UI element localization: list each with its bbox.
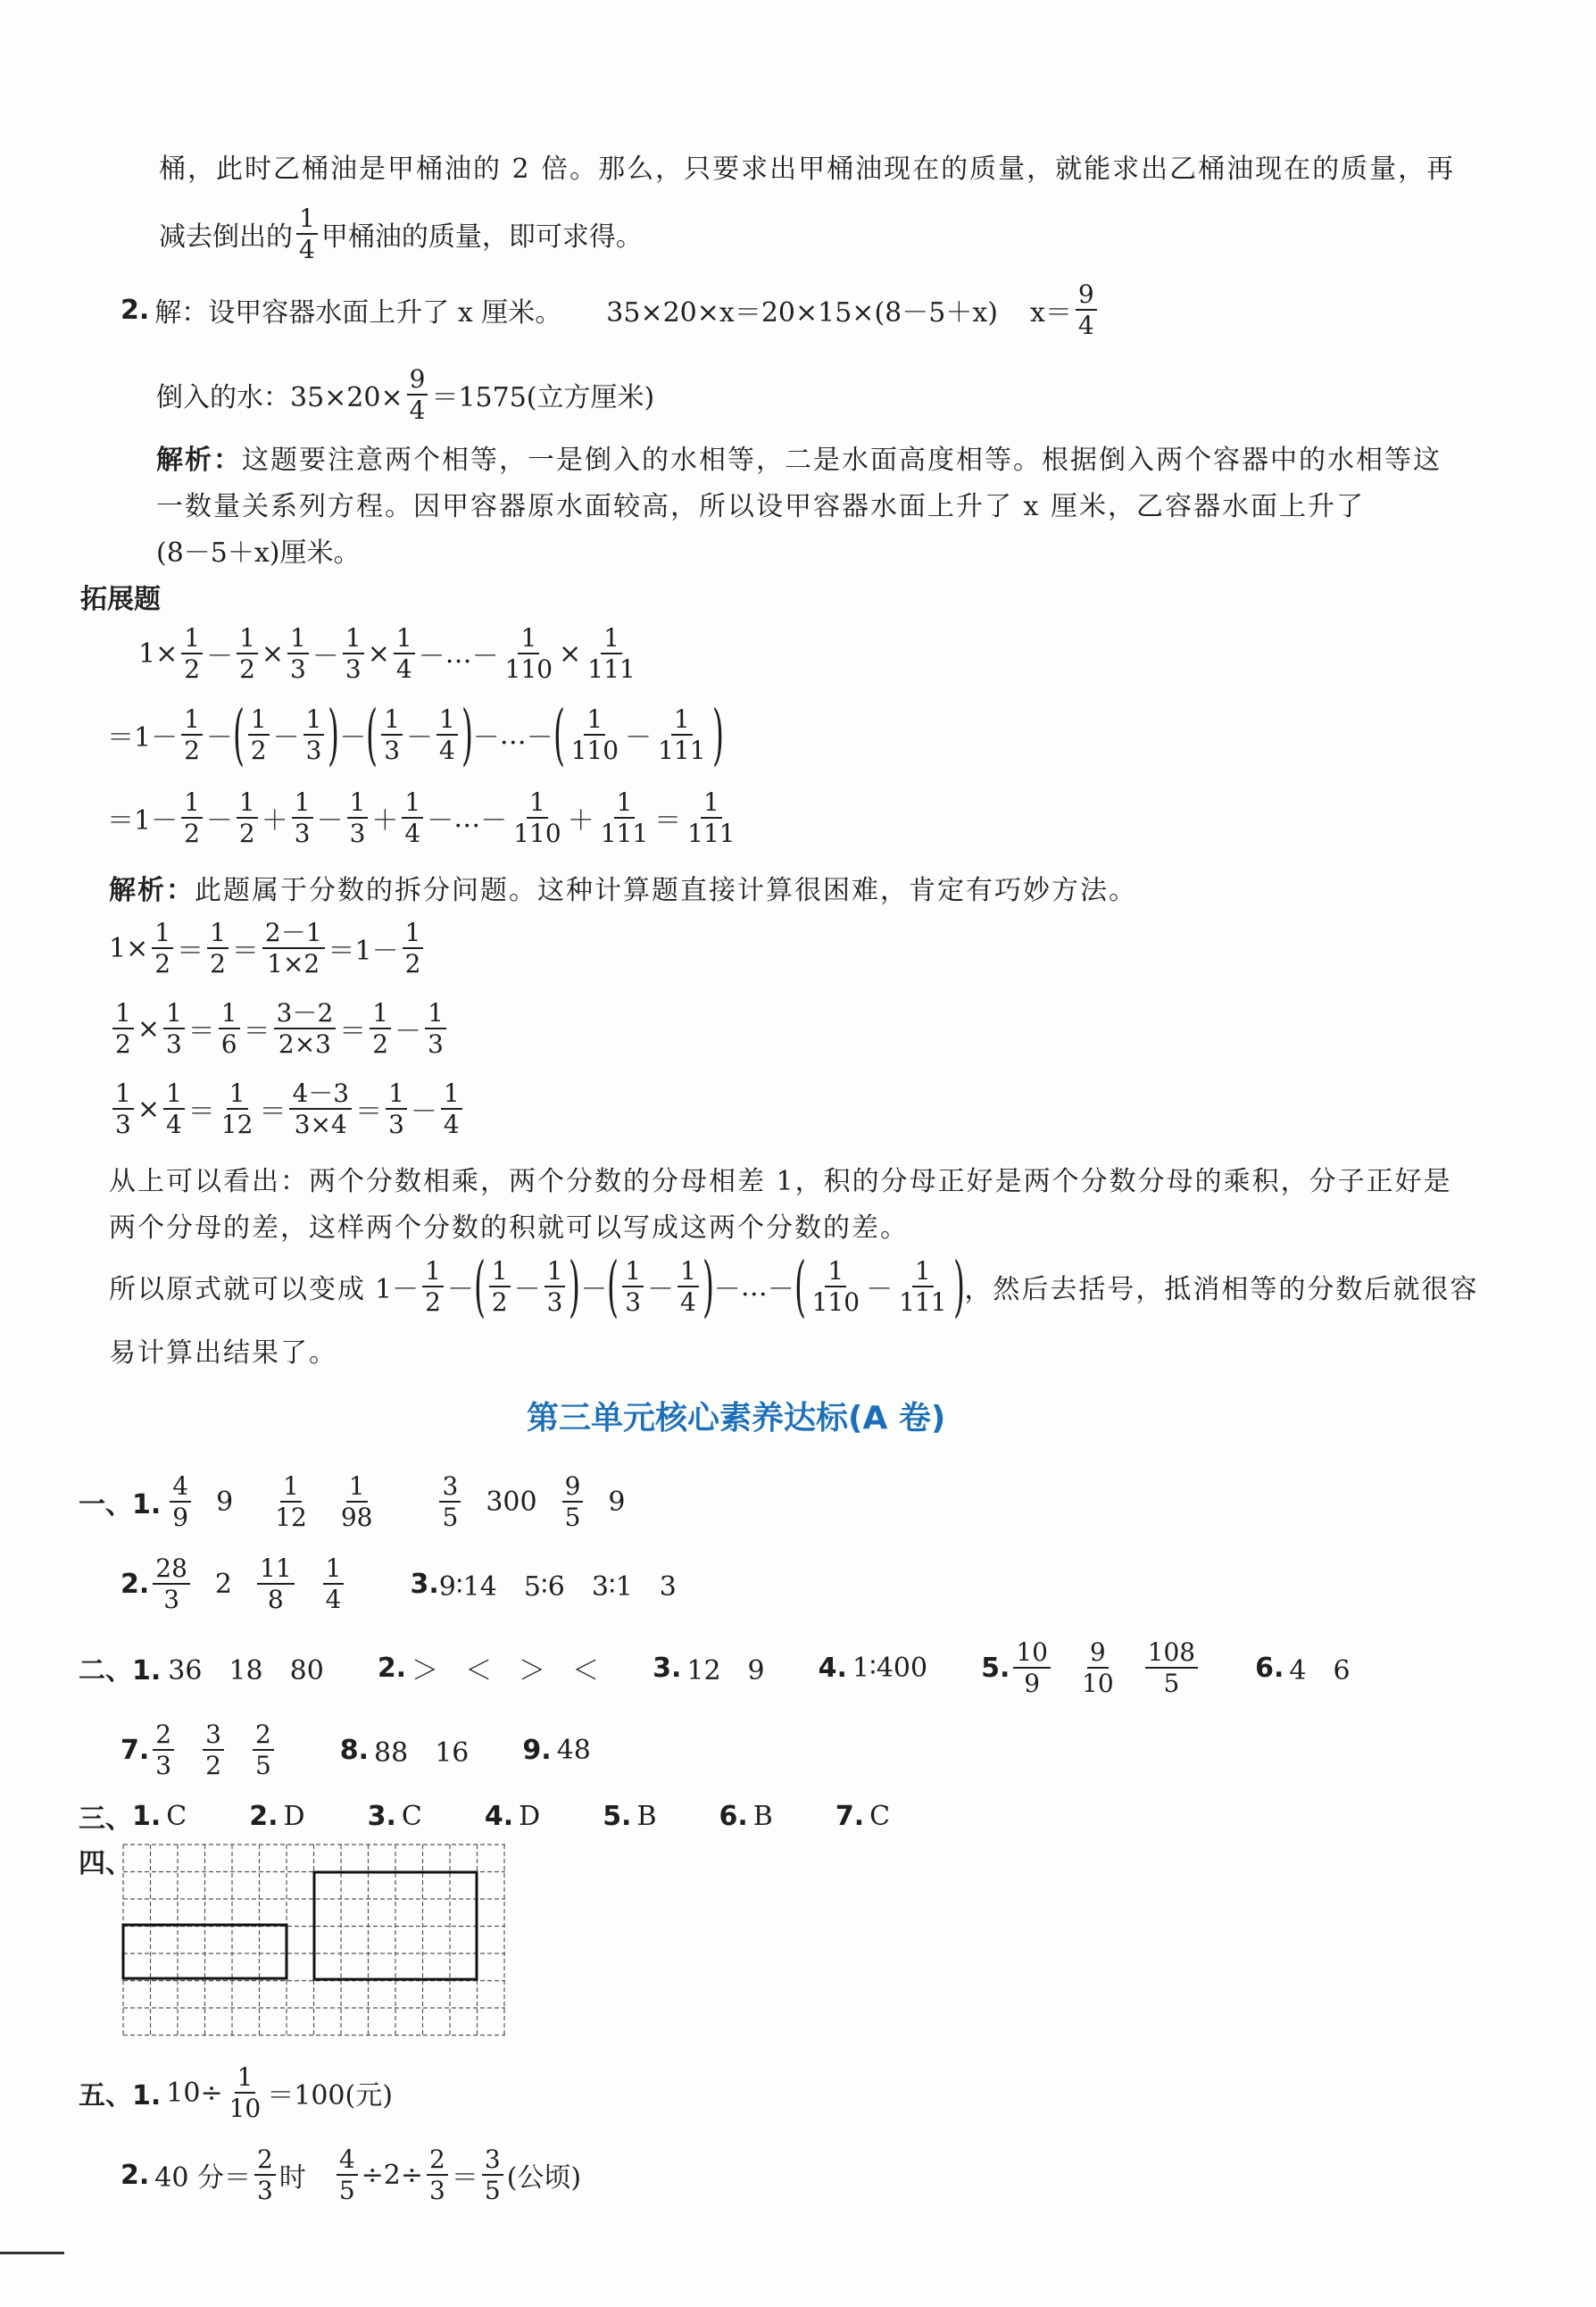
fraction: $\frac{1}{3}$: [287, 625, 309, 683]
fraction: $\frac{1}{98}$: [340, 1471, 373, 1533]
text: 10÷: [166, 2077, 223, 2109]
q2-analysis-line2: 一数量关系列方程。因甲容器原水面较高，所以设甲容器水面上升了 x 厘米，乙容器水面上升了: [156, 491, 1365, 522]
answer-1-2: 2. $\frac{28}{3}$ 2 $\frac{11}{8}$ $\frac{1}{4}$ 3. 9∶14 5∶6 3∶1 3: [121, 1553, 677, 1615]
extension-heading: 拓展题: [80, 584, 161, 615]
fraction: $\frac{1}{4}$: [323, 1555, 345, 1613]
question-number: 二、1.: [79, 1655, 162, 1687]
q2-analysis-line3: (8－5＋x)厘米。: [156, 537, 361, 569]
answer-text: ＞ ＜ ＞ ＜: [411, 1655, 600, 1687]
fraction: $\frac{3}{2}$: [203, 1721, 224, 1779]
fraction: $\frac{1}{3}$: [112, 1080, 134, 1138]
answer-text: 4 6: [1289, 1655, 1351, 1687]
answer-5-1: [79, 2064, 393, 2122]
fraction: $\frac{9}{10}$: [1082, 1637, 1114, 1699]
question-number: 5.: [603, 1800, 632, 1832]
fraction: $\frac{1}{3}$: [544, 1258, 566, 1316]
fraction: $\frac{108}{5}$: [1145, 1639, 1198, 1697]
answer-choice: C: [401, 1800, 422, 1832]
fraction: $\frac{1}{111}$: [899, 1255, 947, 1317]
text: 时: [278, 2162, 306, 2195]
analysis-label: 解析：: [109, 875, 195, 906]
q2-pour-line: [156, 366, 654, 424]
fraction: $\frac{1}{10}$: [229, 2062, 262, 2124]
fraction: $\frac{1}{2}$: [152, 920, 173, 978]
answer-5-2: [121, 2146, 581, 2204]
fraction: $\frac{1}{2}$: [248, 706, 270, 764]
example-line3: $\frac{1}{3}$ × $\frac{1}{4}$ ＝ $\frac{1}{12}$ ＝ $\frac{4-3}{3\times 4}$ ＝ $\frac{1}{3}$ － $\frac{1}{4}$: [109, 1080, 466, 1138]
answer-text: 9∶14 5∶6 3∶1 3: [438, 1571, 677, 1603]
question-number: 3.: [653, 1652, 682, 1684]
fraction: $\frac{2}{3}$: [427, 2146, 448, 2204]
fraction: $\frac{1}{2}$: [237, 789, 258, 847]
question-number: 7.: [121, 1734, 150, 1766]
question-number: 5.: [981, 1652, 1010, 1684]
text: 这题要注意两个相等，一是倒入的水相等，二是水面高度相等。根据倒入两个容器中的水相等这: [242, 445, 1442, 476]
fraction: $\frac{9}{5}$: [562, 1473, 584, 1531]
fraction: $\frac{1}{2}$: [422, 1258, 444, 1316]
text: 此题属于分数的拆分问题。这种计算题直接计算很困难，肯定有巧妙方法。: [195, 875, 1137, 906]
fraction: $\frac{1}{6}$: [219, 1000, 240, 1058]
fraction: $\frac{1}{3}$: [622, 1258, 644, 1316]
fraction: $\frac{1}{2}$: [181, 625, 203, 683]
text: 解：设甲容器水面上升了 x 厘米。: [154, 297, 562, 329]
transform-line2: 易计算出结果了。: [109, 1337, 337, 1369]
question-number: 2.: [377, 1652, 407, 1684]
example-line1: 1× $\frac{1}{2}$ ＝ $\frac{1}{2}$ ＝ $\frac{2-1}{1\times 2}$ ＝1 － $\frac{1}{2}$: [109, 920, 427, 978]
footer-rule: [0, 2252, 64, 2254]
question-number: 8.: [339, 1734, 370, 1766]
answer-text: 48: [556, 1734, 591, 1766]
fraction: $\frac{1}{4}$: [441, 1080, 462, 1138]
question-number: 6.: [719, 1800, 748, 1832]
fraction: $\frac{1}{4}$: [677, 1258, 699, 1316]
fraction: $\frac{1}{4}$: [163, 1080, 185, 1138]
fraction: $\frac{3}{5}$: [482, 2146, 503, 2204]
fraction: $\frac{1}{2}$: [112, 1000, 134, 1058]
text: 所以原式就可以变成: [109, 1274, 366, 1305]
fraction: $\frac{1}{12}$: [275, 1471, 307, 1533]
fraction: $\frac{1}{3}$: [347, 789, 369, 847]
question-number: 三、: [79, 1803, 132, 1835]
question-number: 五、1.: [79, 2080, 162, 2112]
fraction: $\frac{11}{8}$: [257, 1555, 295, 1613]
fraction: $\frac{1}{2}$: [403, 920, 424, 978]
q2-analysis-line1: [156, 437, 1442, 477]
fraction: $\frac{1}{2}$: [181, 706, 203, 764]
text: x＝: [1029, 297, 1072, 329]
question-number: 4.: [818, 1652, 847, 1684]
fraction: $\frac{4-3}{3\times 4}$: [289, 1080, 352, 1138]
fraction: $\frac{10}{9}$: [1013, 1639, 1051, 1697]
fraction: $\frac{3-2}{2\times 3}$: [274, 1000, 337, 1058]
text: 甲桶油的质量，即可求得。: [320, 221, 643, 254]
answer-choice: C: [166, 1800, 187, 1832]
text: 1×: [138, 637, 179, 670]
question-number: 6.: [1255, 1652, 1284, 1684]
fraction: $\frac{1}{111}$: [587, 623, 636, 685]
fraction: $\frac{1}{3}$: [343, 625, 364, 683]
question-number: 3.: [367, 1800, 396, 1832]
answer-4-label: 四、: [79, 1848, 132, 1879]
answer-3: [79, 1796, 890, 1836]
analysis-label: 解析：: [156, 445, 242, 476]
answer-text: 36 18 80: [168, 1655, 324, 1687]
fraction: $\frac{28}{3}$: [153, 1555, 190, 1613]
answer-choice: D: [519, 1800, 541, 1832]
text: ＝1575(立方厘米): [431, 382, 655, 414]
grid-drawing: [121, 1843, 507, 2037]
text: (公顷): [506, 2162, 582, 2195]
question-number: 4.: [484, 1800, 514, 1832]
fraction: $\frac{3}{5}$: [439, 1473, 461, 1531]
answer-text: 12 9: [686, 1655, 765, 1687]
question-number: 一、1.: [79, 1489, 162, 1521]
fraction: $\frac{4}{9}$: [170, 1473, 191, 1531]
answer-choice: B: [636, 1800, 657, 1832]
extension-expr-line2: ＝1－ $\frac{1}{2}$ － ( $\frac{1}{2}$ － $\frac{1}{3}$ ) － ( $\frac{1}{3}$ － $\frac{1}{4}$ ) － … － ( $\frac{1}{110}$ － $\frac{1}{111}$ ): [107, 696, 724, 773]
fraction: $\frac{1}{4}$: [402, 789, 423, 847]
example-line2: $\frac{1}{2}$ × $\frac{1}{3}$ ＝ $\frac{1}{6}$ ＝ $\frac{3-2}{2\times 3}$ ＝ $\frac{1}{2}$ － $\frac{1}{3}$: [109, 1000, 450, 1058]
text: 40 分＝: [154, 2162, 251, 2195]
answer-choice: D: [283, 1800, 305, 1832]
section-title: 第三单元核心素养达标(A 卷): [527, 1400, 946, 1437]
text: 减去倒出的: [159, 221, 293, 254]
extension-analysis: [109, 868, 1137, 907]
transform-line: 所以原式就可以变成 1－ $\frac{1}{2}$ － ( $\frac{1}{2}$ － $\frac{1}{3}$ ) － ( $\frac{1}{3}$ － $\frac{1}{4}$ ) － … － ( $\frac{1}{110}$ － $\frac{1}{111}$ ) ，然后去括号，抵消相等的分数后就很容: [109, 1248, 1479, 1325]
answer-text: 1∶400: [852, 1652, 928, 1684]
prev-analysis-line1: 桶，此时乙桶油是甲桶油的 2 倍。那么，只要求出甲桶油现在的质量，就能求出乙桶油现在的质量，再: [159, 154, 1456, 185]
fraction: $\frac{1}{2}$: [489, 1258, 511, 1316]
fraction: $\frac{2}{3}$: [254, 2146, 276, 2204]
question-number: 7.: [835, 1800, 865, 1832]
q2-solution-line: [121, 281, 1101, 339]
fraction: $\frac{1}{2}$: [207, 920, 229, 978]
text: ÷2÷: [361, 2159, 424, 2191]
fraction: $\frac{1}{2}$: [370, 1000, 391, 1058]
text: 倒入的水：35×20×: [156, 382, 403, 414]
fraction: $\frac{1}{110}$: [570, 704, 619, 765]
fraction: $\frac{1}{3}$: [386, 1080, 407, 1138]
answer-text: 88 16: [374, 1737, 470, 1770]
conclusion-line2: 两个分母的差，这样两个分数的积就可以写成这两个分数的差。: [109, 1212, 909, 1244]
fraction: $\frac{1}{110}$: [513, 787, 561, 849]
answer-choice: C: [869, 1800, 891, 1832]
question-number: 9.: [522, 1734, 552, 1766]
fraction: $\frac{4}{5}$: [337, 2146, 358, 2204]
fraction: $\frac{1}{3}$: [303, 706, 325, 764]
answer-2-line1: [79, 1639, 1351, 1697]
fraction: $\frac{1}{2}$: [181, 789, 203, 847]
text: ，然后去括号，抵消相等的分数后就很容: [964, 1274, 1479, 1305]
fraction: $\frac{2}{5}$: [253, 1721, 274, 1779]
fraction: $\frac{1}{4}$: [394, 625, 415, 683]
fraction: $\frac{1}{12}$: [220, 1079, 254, 1140]
text: ＝100(元): [267, 2080, 393, 2112]
fraction: $\frac{1}{2}$: [237, 625, 258, 683]
extension-expr-line1: 1× $\frac{1}{2}$ － $\frac{1}{2}$ × $\frac{1}{3}$ － $\frac{1}{3}$ × $\frac{1}{4}$ － … － $\frac{1}{110}$ × $\frac{1}{111}$: [138, 625, 642, 683]
extension-expr-line3: ＝1－ $\frac{1}{2}$ － $\frac{1}{2}$ ＋ $\frac{1}{3}$ － $\frac{1}{3}$ ＋ $\frac{1}{4}$ － … － $\frac{1}{110}$ ＋ $\frac{1}{111}$ ＝ $\frac{1}{111}$: [107, 789, 742, 847]
fraction: $\frac{1}{4}$: [436, 706, 458, 764]
fraction: $\frac{1}{110}$: [811, 1255, 860, 1317]
text: ＝: [451, 2162, 478, 2195]
answer-2-line2: [121, 1721, 591, 1779]
question-number: 2.: [121, 1568, 150, 1600]
fraction: $\frac{1}{111}$: [658, 704, 706, 765]
fraction: $\frac{1}{3}$: [381, 706, 403, 764]
fraction: $\frac{1}{3}$: [292, 789, 313, 847]
question-number: 3.: [410, 1568, 439, 1600]
fraction: $\frac{2-1}{1\times 2}$: [262, 920, 325, 978]
fraction: $\frac{1}{111}$: [687, 787, 736, 849]
fraction: $\frac{2}{3}$: [153, 1721, 174, 1779]
fraction: $\frac{1}{3}$: [163, 1000, 185, 1058]
fraction: $\frac{1}{110}$: [504, 623, 553, 685]
question-number: 1.: [132, 1800, 162, 1832]
fraction: $\frac{1}{4}$: [296, 205, 318, 263]
answer-choice: B: [752, 1800, 773, 1832]
fraction: $\frac{9}{4}$: [1076, 281, 1097, 339]
fraction: $\frac{1}{111}$: [600, 787, 649, 849]
answer-1-1: 一、1. $\frac{4}{9}$ 9 $\frac{1}{12}$ $\frac{1}{98}$ $\frac{3}{5}$ 300 $\frac{9}{5}$ 9: [79, 1471, 626, 1533]
prev-analysis-line2: [159, 205, 643, 263]
fraction: $\frac{9}{4}$: [407, 366, 428, 424]
fraction: $\frac{1}{3}$: [425, 1000, 446, 1058]
question-number: 2.: [121, 2159, 150, 2191]
equation: 35×20×x＝20×15×(8－5＋x): [606, 297, 998, 329]
question-number: 2.: [121, 294, 150, 326]
question-number: 2.: [249, 1800, 278, 1832]
conclusion-line1: 从上可以看出：两个分数相乘，两个分数的分母相差 1，积的分母正好是两个分数分母的乘积，分子正好是: [109, 1166, 1452, 1197]
